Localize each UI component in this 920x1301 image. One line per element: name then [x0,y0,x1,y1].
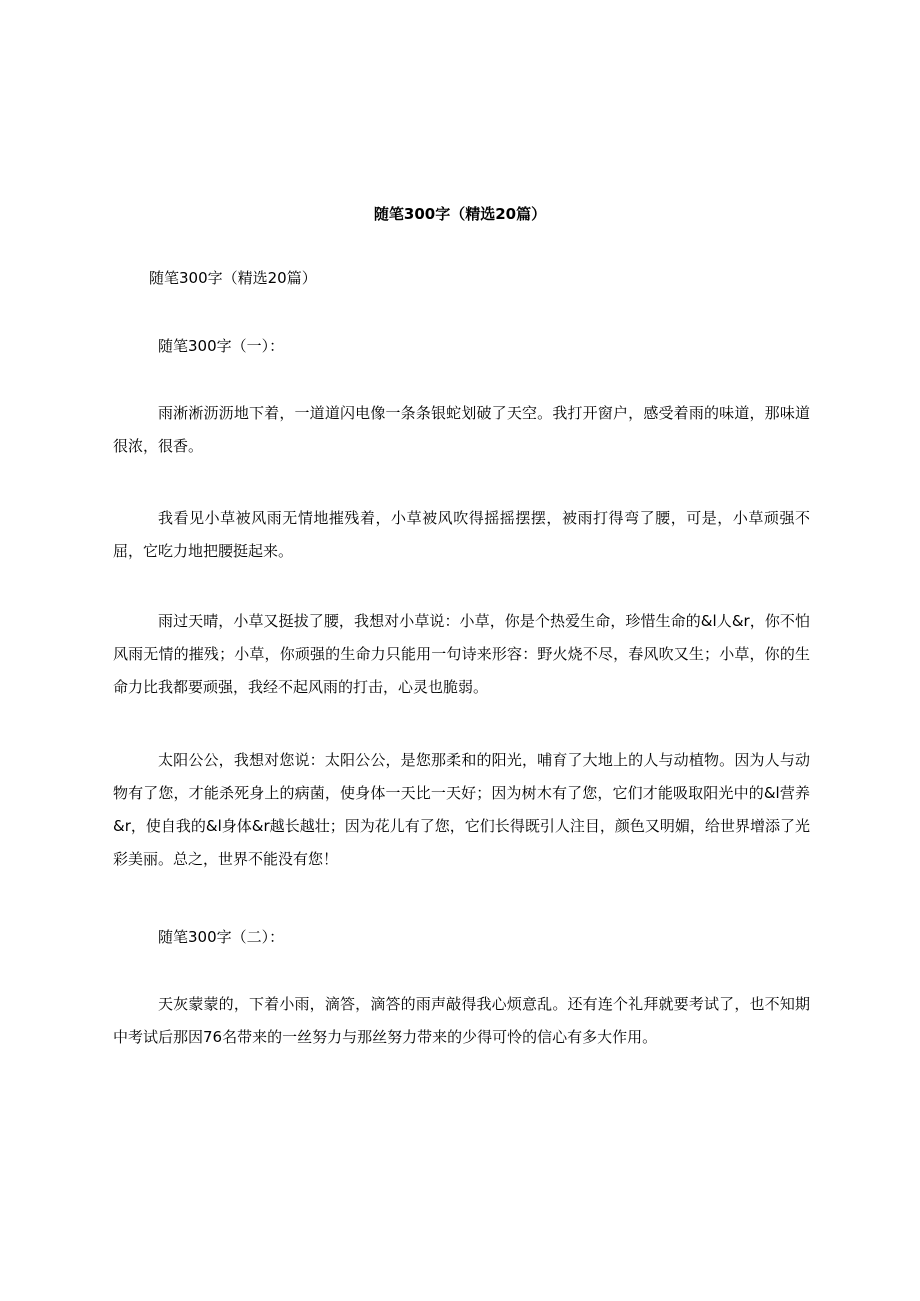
paragraph: 天灰蒙蒙的，下着小雨，滴答，滴答的雨声敲得我心烦意乱。还有连个礼拜就要考试了，也不知期中考试后那因76名带来的一丝努力与那丝努力带来的少得可怜的信心有多大作用。 [113,995,810,1046]
paragraph: 雨淅淅沥沥地下着，一道道闪电像一条条银蛇划破了天空。我打开窗户，感受着雨的味道，那味道很浓，很香。 [113,404,810,455]
section-heading-2: 随笔300字（二）： [158,928,285,946]
page-title: 随笔300字（精选20篇） [373,205,547,223]
document-subtitle: 随笔300字（精选20篇） [149,269,317,287]
paragraph: 太阳公公，我想对您说：太阳公公，是您那柔和的阳光，哺育了大地上的人与动植物。因为人与动物有了您，才能杀死身上的病菌，使身体一天比一天好；因为树木有了您，它们才能吸取阳光中的&l营养&r，使自我的&l身体&r越长越壮；因为花儿有了您，它们长得既引人注目，颜色又明媚，给世界增添了光彩美丽。总之，世界不能没有您！ [113,751,810,868]
paragraph: 我看见小草被风雨无情地摧残着，小草被风吹得摇摇摆摆，被雨打得弯了腰，可是，小草顽强不屈，它吃力地把腰挺起来。 [113,509,810,560]
section-heading-1: 随笔300字（一）： [158,337,285,355]
paragraph: 雨过天晴，小草又挺拔了腰，我想对小草说：小草，你是个热爱生命，珍惜生命的&l人&r，你不怕风雨无情的摧残；小草，你顽强的生命力只能用一句诗来形容：野火烧不尽，春风吹又生；小草，你的生命力比我都要顽强，我经不起风雨的打击，心灵也脆弱。 [113,612,810,696]
